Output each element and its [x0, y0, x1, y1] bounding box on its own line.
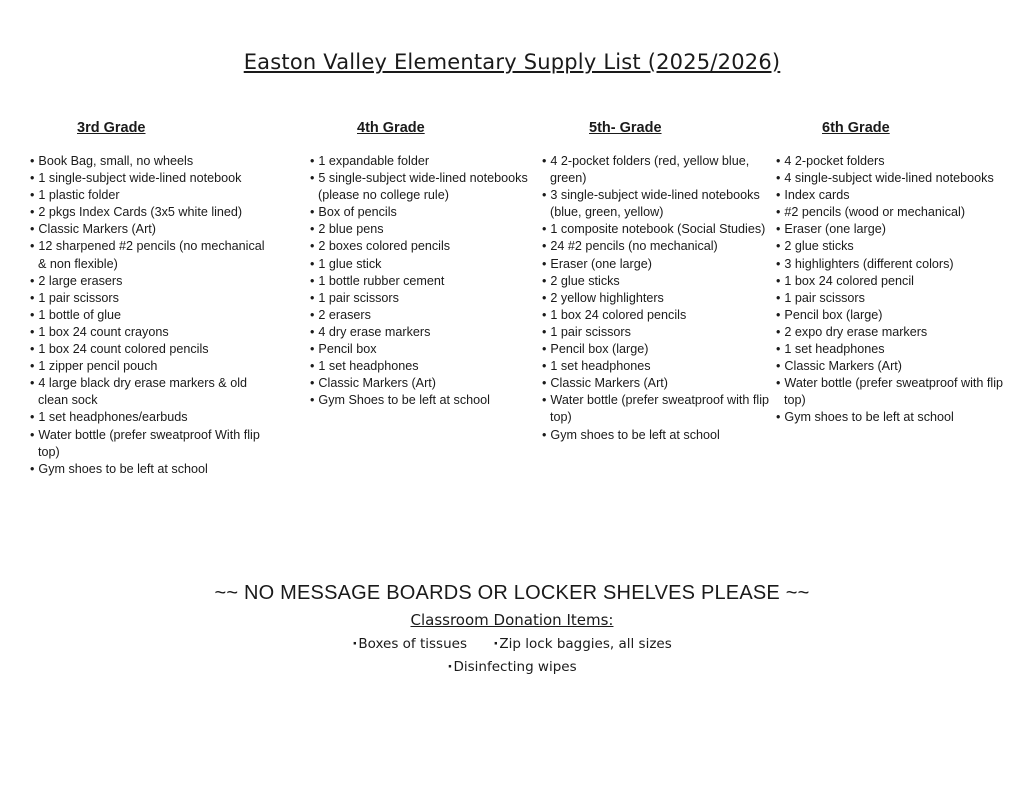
grade-heading: 3rd Grade [77, 120, 146, 136]
supply-item: • 2 pkgs Index Cards (3x5 white lined) [30, 204, 270, 221]
supply-list [542, 153, 782, 444]
supply-item: • 1 set headphones [776, 341, 1016, 358]
grade-heading: 6th Grade [822, 120, 890, 136]
supply-item: • Gym Shoes to be left at school [310, 392, 550, 409]
supply-item: • 1 bottle rubber cement [310, 273, 550, 290]
supply-item: • 1 bottle of glue [30, 307, 270, 324]
supply-item: • Classic Markers (Art) [310, 375, 550, 392]
supply-item: • 1 box 24 count colored pencils [30, 341, 270, 358]
supply-item: • Eraser (one large) [776, 221, 1016, 238]
supply-item: • Eraser (one large) [542, 256, 782, 273]
donation-row [0, 636, 1024, 652]
supply-item: • Gym shoes to be left at school [30, 461, 270, 478]
supply-item: • 1 set headphones [542, 358, 782, 375]
grade-5-column [542, 120, 782, 444]
supply-item: • 1 glue stick [310, 256, 550, 273]
supply-item: • 1 set headphones/earbuds [30, 409, 270, 426]
supply-item: • Water bottle (prefer sweatproof with flip top) [542, 392, 782, 426]
supply-item: • 2 blue pens [310, 221, 550, 238]
supply-item: • 1 composite notebook (Social Studies) [542, 221, 782, 238]
supply-item: • 2 glue sticks [542, 273, 782, 290]
donation-item: · Zip lock baggies, all sizes [493, 636, 671, 652]
supply-item: • Water bottle (prefer sweatproof With flip top) [30, 427, 270, 461]
supply-item: • 3 single-subject wide-lined notebooks (blue, green, yellow) [542, 187, 782, 221]
supply-list [30, 153, 270, 478]
donation-heading: Classroom Donation Items: [410, 611, 614, 629]
notice-banner: ~~ NO MESSAGE BOARDS OR LOCKER SHELVES PLEASE ~~ [214, 582, 810, 604]
supply-item: • #2 pencils (wood or mechanical) [776, 204, 1016, 221]
supply-item: • 1 single-subject wide-lined notebook [30, 170, 270, 187]
supply-list [776, 153, 1016, 427]
grade-heading: 5th- Grade [589, 120, 662, 136]
grade-heading: 4th Grade [357, 120, 425, 136]
supply-item: • Book Bag, small, no wheels [30, 153, 270, 170]
supply-item: • 24 #2 pencils (no mechanical) [542, 238, 782, 255]
supply-item: • Box of pencils [310, 204, 550, 221]
supply-item: • 2 yellow highlighters [542, 290, 782, 307]
supply-item: • 5 single-subject wide-lined notebooks (please no college rule) [310, 170, 550, 204]
supply-item: • Index cards [776, 187, 1016, 204]
supply-item: • 2 glue sticks [776, 238, 1016, 255]
supply-item: • 2 erasers [310, 307, 550, 324]
supply-list [310, 153, 550, 409]
grade-4-column [310, 120, 550, 409]
supply-item: • 1 pair scissors [30, 290, 270, 307]
donation-item: · Disinfecting wipes [447, 659, 576, 675]
supply-item: • 1 box 24 colored pencils [542, 307, 782, 324]
supply-item: • Classic Markers (Art) [30, 221, 270, 238]
supply-item: • 3 highlighters (different colors) [776, 256, 1016, 273]
supply-item: • Classic Markers (Art) [776, 358, 1016, 375]
supply-item: • 4 2-pocket folders (red, yellow blue, green) [542, 153, 782, 187]
supply-item: • 4 2-pocket folders [776, 153, 1016, 170]
grade-6-column [776, 120, 1016, 427]
supply-item: • Pencil box (large) [776, 307, 1016, 324]
supply-item: • 4 large black dry erase markers & old clean sock [30, 375, 270, 409]
donation-item: · Boxes of tissues [352, 636, 467, 652]
supply-item: • 1 expandable folder [310, 153, 550, 170]
supply-item: • 2 expo dry erase markers [776, 324, 1016, 341]
supply-item: • Pencil box (large) [542, 341, 782, 358]
grade-3-column [30, 120, 270, 478]
supply-item: • 4 single-subject wide-lined notebooks [776, 170, 1016, 187]
supply-item: • 1 zipper pencil pouch [30, 358, 270, 375]
supply-item: • Gym shoes to be left at school [542, 427, 782, 444]
supply-item: • Gym shoes to be left at school [776, 409, 1016, 426]
supply-item: • 1 set headphones [310, 358, 550, 375]
supply-item: • Water bottle (prefer sweatproof with flip top) [776, 375, 1016, 409]
supply-item: • 2 large erasers [30, 273, 270, 290]
supply-item: • 1 box 24 count crayons [30, 324, 270, 341]
supply-item: • 1 plastic folder [30, 187, 270, 204]
supply-item: • 1 pair scissors [542, 324, 782, 341]
supply-item: • Pencil box [310, 341, 550, 358]
supply-item: • 1 pair scissors [310, 290, 550, 307]
supply-item: • 12 sharpened #2 pencils (no mechanical & non flexible) [30, 238, 270, 272]
supply-item: • Classic Markers (Art) [542, 375, 782, 392]
page-title: Easton Valley Elementary Supply List (2025/2026) [243, 50, 781, 74]
supply-item: • 2 boxes colored pencils [310, 238, 550, 255]
supply-item: • 1 pair scissors [776, 290, 1016, 307]
supply-item: • 1 box 24 colored pencil [776, 273, 1016, 290]
supply-item: • 4 dry erase markers [310, 324, 550, 341]
donation-row [0, 659, 1024, 675]
